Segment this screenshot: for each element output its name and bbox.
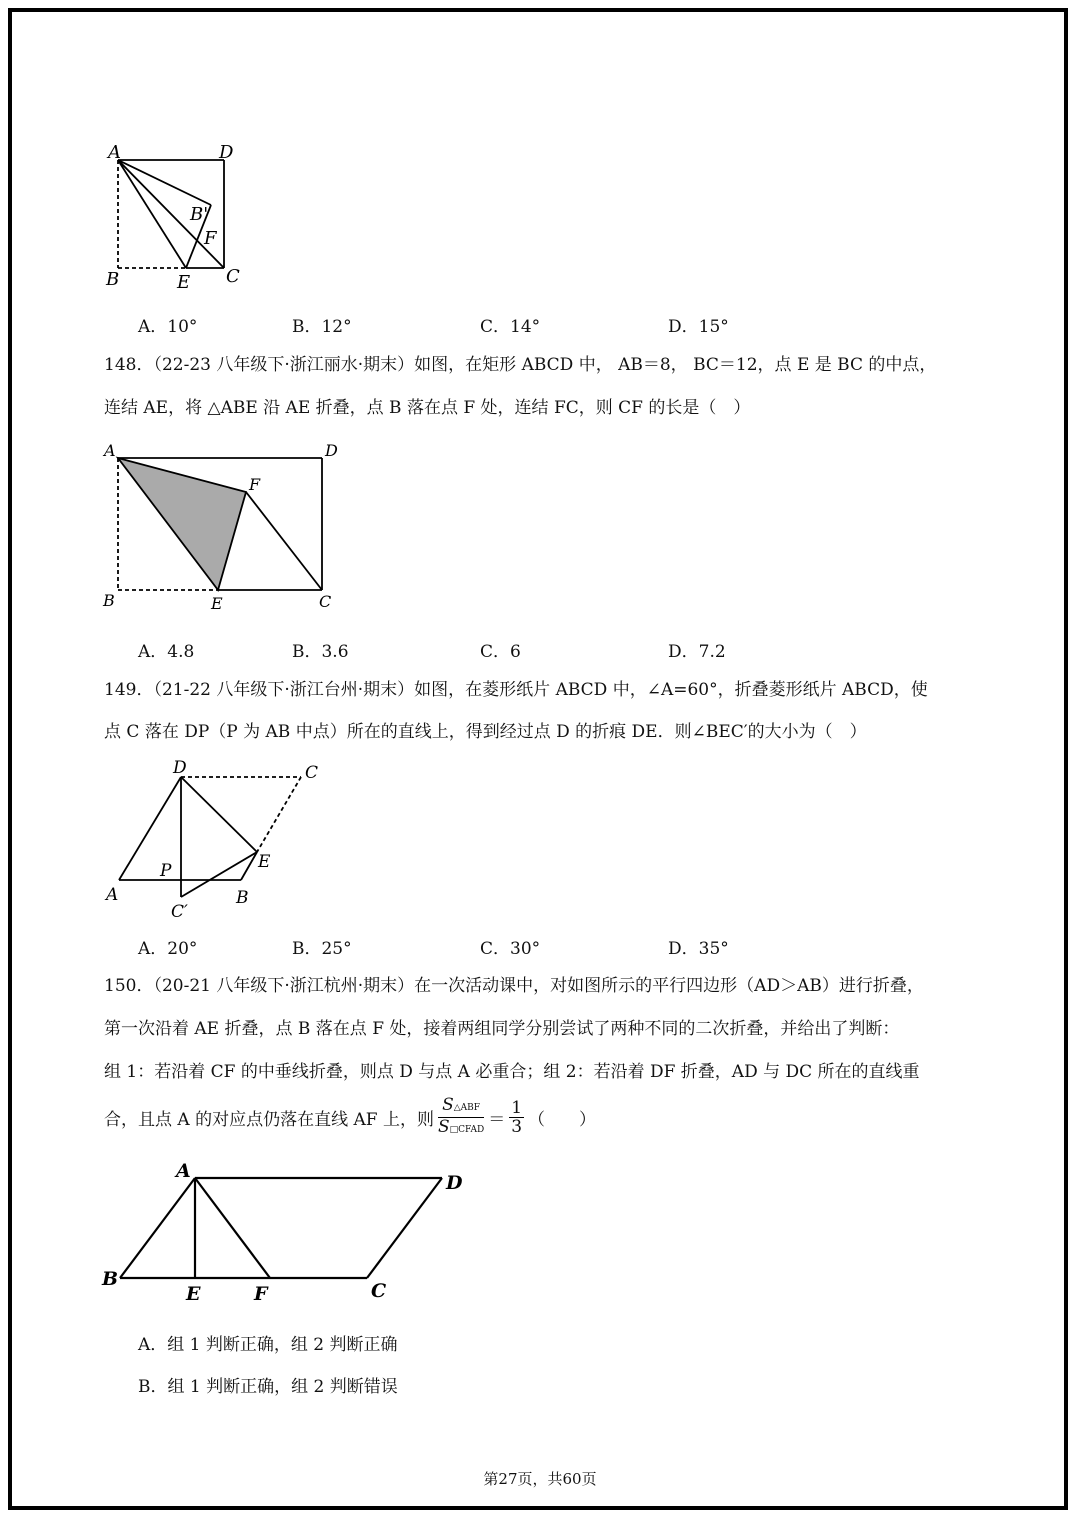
q150-line-3: 组 1：若沿着 CF 的中垂线折叠，则点 D 与点 A 必重合；组 2：若沿着 DF 折叠，AD 与 DC 所在的直线重	[104, 1062, 920, 1082]
q147-figure	[95, 135, 255, 295]
q150-figure	[95, 1155, 475, 1305]
label-D: D	[325, 441, 338, 460]
label-A: A	[106, 885, 119, 905]
q148-figure	[95, 435, 355, 615]
q148-option-d: D．7.2	[668, 642, 726, 662]
q149-line-1: 149．（21-22 八年级下·浙江台州·期末）如图，在菱形纸片 ABCD 中，∠A=60°，折叠菱形纸片 ABCD，使	[104, 680, 928, 700]
label-F: F	[204, 228, 217, 249]
q149-option-c: C．30°	[480, 939, 541, 959]
rhs-den: 3	[511, 1117, 523, 1137]
page-number-footer: 第27页，共60页	[483, 1470, 597, 1488]
label-B: B	[103, 591, 115, 610]
q149-figure	[95, 752, 335, 927]
label-F: F	[249, 475, 261, 494]
q150-line-4	[104, 1096, 596, 1139]
q150-line-2: 第一次沿着 AE 折叠，点 B 落在点 F 处，接着两组同学分别尝试了两种不同的二次折叠，并给出了判断：	[104, 1019, 900, 1039]
q149-option-b: B．25°	[292, 939, 352, 959]
q148-line-2: 连结 AE，将 △ABE 沿 AE 折叠，点 B 落在点 F 处，连结 FC，则 CF 的长是（ ）	[104, 398, 751, 418]
area-ratio-fraction	[438, 1096, 484, 1139]
label-A: A	[176, 1160, 191, 1182]
equals-sign: ＝	[488, 1110, 506, 1130]
label-A: A	[108, 142, 121, 163]
label-F: F	[254, 1283, 268, 1305]
label-D: D	[173, 758, 187, 778]
frac-den-sub: □CFAD	[449, 1125, 485, 1135]
q148-line-1: 148．（22-23 八年级下·浙江丽水·期末）如图，在矩形 ABCD 中， AB＝8， BC＝12，点 E 是 BC 的中点，	[104, 355, 937, 375]
label-B: B	[236, 888, 249, 908]
q148-option-c: C．6	[480, 642, 521, 662]
label-E: E	[258, 852, 271, 872]
label-C: C	[319, 592, 332, 611]
rhs-fraction	[509, 1099, 524, 1136]
rhs-num: 1	[511, 1098, 523, 1118]
q147-option-d: D．15°	[668, 317, 729, 337]
label-Bp: B'	[190, 204, 209, 225]
label-B: B	[106, 269, 120, 290]
label-D: D	[446, 1172, 463, 1194]
q150-line-1: 150．（20-21 八年级下·浙江杭州·期末）在一次活动课中，对如图所示的平行四边形（AD＞AB）进行折叠，	[104, 976, 924, 996]
answer-paren: （ ）	[528, 1110, 597, 1130]
label-B: B	[102, 1268, 119, 1290]
q148-option-b: B．3.6	[292, 642, 349, 662]
q147-option-a: A．10°	[138, 317, 198, 337]
frac-den-s: S	[437, 1117, 450, 1137]
q149-option-d: D．35°	[668, 939, 729, 959]
q150-option-a: A．组 1 判断正确，组 2 判断正确	[138, 1335, 398, 1355]
q150-line-4-prefix: 合，且点 A 的对应点仍落在直线 AF 上，则	[104, 1110, 434, 1130]
q147-option-b: B．12°	[292, 317, 352, 337]
label-E: E	[186, 1283, 201, 1305]
label-E: E	[211, 594, 223, 613]
q149-line-2: 点 C 落在 DP（P 为 AB 中点）所在的直线上，得到经过点 D 的折痕 DE．则∠BEC′的大小为（ ）	[104, 722, 867, 742]
frac-num-sub: △ABF	[453, 1103, 481, 1113]
label-D: D	[219, 142, 234, 163]
label-C: C	[226, 266, 240, 287]
q148-option-a: A．4.8	[138, 642, 195, 662]
q150-option-b: B．组 1 判断正确，组 2 判断错误	[138, 1377, 398, 1397]
q147-option-c: C．14°	[480, 317, 541, 337]
label-P: P	[160, 861, 172, 881]
frac-num-s: S	[442, 1095, 454, 1115]
q149-option-a: A．20°	[138, 939, 198, 959]
label-C: C	[371, 1280, 387, 1302]
label-Cp: C′	[171, 902, 188, 922]
label-A: A	[104, 441, 116, 460]
label-C: C	[305, 763, 319, 783]
label-E: E	[177, 272, 191, 293]
